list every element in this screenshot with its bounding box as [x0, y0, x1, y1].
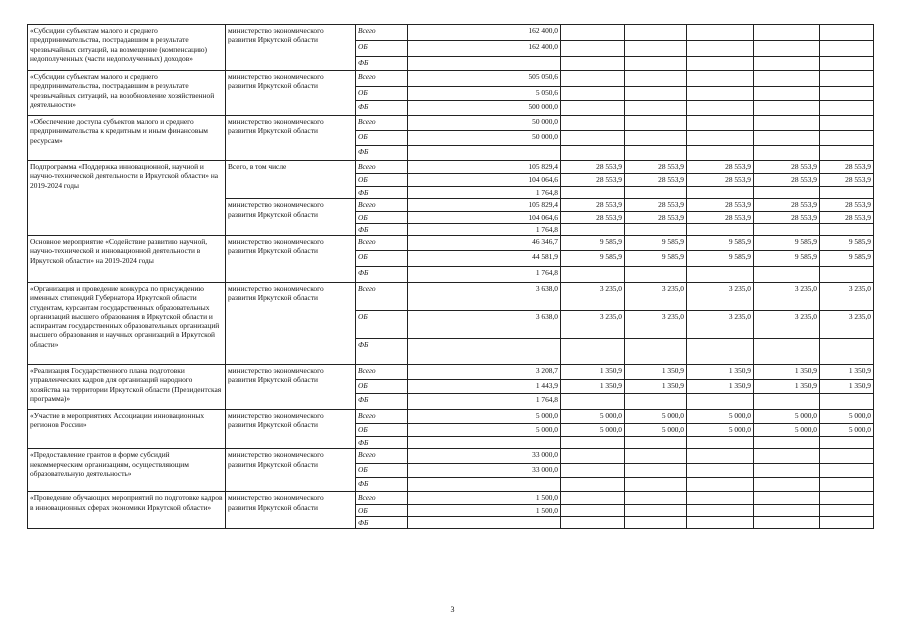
amount-cell: 9 585,9	[561, 236, 625, 251]
amount-cell	[687, 516, 754, 528]
amount-cell	[820, 478, 874, 492]
executor-cell: министерство экономического развития Иркутской области	[226, 236, 356, 283]
amount-cell	[820, 87, 874, 101]
amount-cell: 1 350,9	[625, 380, 687, 394]
amount-cell: 28 553,9	[754, 174, 820, 187]
amount-cell	[625, 516, 687, 528]
amount-cell: 104 064,6	[408, 174, 561, 187]
amount-cell: 1 350,9	[820, 380, 874, 394]
funding-source-cell: Всего	[356, 116, 408, 131]
amount-cell: 28 553,9	[820, 161, 874, 174]
amount-cell	[561, 57, 625, 71]
amount-cell: 1 350,9	[754, 365, 820, 380]
amount-cell: 5 050,6	[408, 87, 561, 101]
amount-cell: 3 235,0	[625, 311, 687, 339]
amount-cell	[625, 187, 687, 199]
amount-cell	[754, 101, 820, 116]
amount-cell: 1 500,0	[408, 492, 561, 504]
amount-cell	[625, 87, 687, 101]
amount-cell	[820, 131, 874, 146]
amount-cell	[820, 41, 874, 57]
amount-cell	[687, 101, 754, 116]
amount-cell: 28 553,9	[820, 174, 874, 187]
amount-cell	[820, 101, 874, 116]
amount-cell	[625, 437, 687, 449]
amount-cell: 9 585,9	[820, 251, 874, 267]
amount-cell: 1 350,9	[561, 380, 625, 394]
executor-cell: министерство экономического развития Иркутской области	[226, 365, 356, 410]
amount-cell: 28 553,9	[625, 174, 687, 187]
amount-cell	[754, 394, 820, 410]
amount-cell	[561, 504, 625, 516]
amount-cell: 28 553,9	[625, 161, 687, 174]
amount-cell	[561, 116, 625, 131]
amount-cell	[687, 25, 754, 41]
amount-cell: 28 553,9	[820, 199, 874, 211]
amount-cell	[820, 449, 874, 464]
amount-cell: 3 235,0	[820, 283, 874, 311]
amount-cell: 28 553,9	[687, 174, 754, 187]
amount-cell	[687, 41, 754, 57]
amount-cell	[408, 437, 561, 449]
amount-cell	[408, 516, 561, 528]
amount-cell	[561, 41, 625, 57]
amount-cell: 1 764,8	[408, 267, 561, 283]
funding-source-cell: ФБ	[356, 478, 408, 492]
funding-source-cell: ФБ	[356, 437, 408, 449]
table-row	[28, 71, 874, 87]
amount-cell: 1 764,8	[408, 394, 561, 410]
funding-source-cell: ФБ	[356, 146, 408, 161]
amount-cell: 5 000,0	[687, 424, 754, 437]
amount-cell	[754, 41, 820, 57]
amount-cell: 9 585,9	[687, 251, 754, 267]
amount-cell	[408, 339, 561, 365]
amount-cell: 9 585,9	[820, 236, 874, 251]
budget-table-body	[28, 25, 874, 529]
funding-source-cell: ОБ	[356, 174, 408, 187]
amount-cell: 105 829,4	[408, 161, 561, 174]
amount-cell	[820, 492, 874, 504]
amount-cell: 1 350,9	[687, 380, 754, 394]
funding-source-cell: ФБ	[356, 187, 408, 199]
amount-cell	[625, 131, 687, 146]
funding-source-cell: ФБ	[356, 267, 408, 283]
amount-cell	[754, 464, 820, 478]
funding-source-cell: ФБ	[356, 57, 408, 71]
amount-cell	[561, 464, 625, 478]
table-row	[28, 365, 874, 380]
amount-cell: 3 235,0	[625, 283, 687, 311]
amount-cell	[561, 87, 625, 101]
amount-cell	[754, 449, 820, 464]
amount-cell	[820, 437, 874, 449]
amount-cell: 3 235,0	[754, 311, 820, 339]
executor-cell: министерство экономического развития Иркутской области	[226, 449, 356, 492]
amount-cell: 1 350,9	[561, 365, 625, 380]
amount-cell	[687, 267, 754, 283]
funding-source-cell: Всего	[356, 161, 408, 174]
funding-source-cell: ОБ	[356, 211, 408, 223]
amount-cell	[625, 101, 687, 116]
amount-cell	[561, 339, 625, 365]
table-row	[28, 116, 874, 131]
funding-source-cell: ОБ	[356, 464, 408, 478]
amount-cell: 162 400,0	[408, 41, 561, 57]
funding-source-cell: Всего	[356, 71, 408, 87]
executor-cell: министерство экономического развития Иркутской области	[226, 25, 356, 71]
amount-cell	[687, 492, 754, 504]
executor-cell: министерство экономического развития Иркутской области	[226, 410, 356, 449]
amount-cell	[625, 71, 687, 87]
amount-cell: 9 585,9	[754, 251, 820, 267]
amount-cell	[820, 267, 874, 283]
amount-cell	[687, 478, 754, 492]
amount-cell: 5 000,0	[820, 410, 874, 424]
amount-cell: 28 553,9	[754, 199, 820, 211]
amount-cell	[754, 339, 820, 365]
amount-cell: 5 000,0	[625, 424, 687, 437]
amount-cell: 9 585,9	[625, 236, 687, 251]
amount-cell	[625, 394, 687, 410]
measure-name-cell: Подпрограмма «Поддержка инновационной, научной и научно-технической деятельности в Иркутской области» на 2019-2024 годы	[28, 161, 226, 236]
amount-cell	[754, 146, 820, 161]
amount-cell	[561, 146, 625, 161]
amount-cell: 505 050,6	[408, 71, 561, 87]
amount-cell	[820, 146, 874, 161]
budget-table	[27, 24, 874, 529]
amount-cell: 3 235,0	[754, 283, 820, 311]
amount-cell: 28 553,9	[687, 199, 754, 211]
amount-cell: 1 764,8	[408, 187, 561, 199]
amount-cell: 1 500,0	[408, 504, 561, 516]
amount-cell	[408, 478, 561, 492]
funding-source-cell: Всего	[356, 492, 408, 504]
amount-cell: 5 000,0	[625, 410, 687, 424]
amount-cell	[625, 464, 687, 478]
amount-cell: 5 000,0	[754, 424, 820, 437]
amount-cell	[754, 187, 820, 199]
amount-cell: 28 553,9	[561, 211, 625, 223]
funding-source-cell: ФБ	[356, 516, 408, 528]
executor-cell: министерство экономического развития Иркутской области	[226, 283, 356, 365]
amount-cell	[561, 223, 625, 235]
amount-cell	[687, 71, 754, 87]
amount-cell	[408, 57, 561, 71]
amount-cell: 28 553,9	[561, 161, 625, 174]
amount-cell: 28 553,9	[625, 211, 687, 223]
funding-source-cell: Всего	[356, 25, 408, 41]
executor-cell: Всего, в том числе	[226, 161, 356, 199]
amount-cell: 1 443,9	[408, 380, 561, 394]
amount-cell: 28 553,9	[561, 199, 625, 211]
measure-name-cell: «Реализация Государственного плана подготовки управленческих кадров для организаций народного хозяйства на территории Иркутской области (Президентская программа)»	[28, 365, 226, 410]
amount-cell	[820, 464, 874, 478]
amount-cell: 5 000,0	[561, 424, 625, 437]
amount-cell	[820, 71, 874, 87]
amount-cell: 28 553,9	[687, 161, 754, 174]
amount-cell	[561, 187, 625, 199]
amount-cell: 5 000,0	[408, 424, 561, 437]
amount-cell	[820, 25, 874, 41]
measure-name-cell: «Организация и проведение конкурса по присуждению именных стипендий Губернатора Иркутской области студентам, курсантам государственных образовательных организаций высшего образования в Иркутской области и аспирантам государственных образовательных организаций высшего образования и научных организаций в Иркутской области»	[28, 283, 226, 365]
amount-cell	[820, 516, 874, 528]
amount-cell	[687, 223, 754, 235]
amount-cell: 28 553,9	[687, 211, 754, 223]
amount-cell	[687, 146, 754, 161]
amount-cell	[561, 267, 625, 283]
amount-cell: 3 235,0	[561, 311, 625, 339]
amount-cell: 5 000,0	[408, 410, 561, 424]
table-row	[28, 449, 874, 464]
table-row	[28, 283, 874, 311]
amount-cell: 162 400,0	[408, 25, 561, 41]
amount-cell: 5 000,0	[820, 424, 874, 437]
amount-cell	[820, 116, 874, 131]
measure-name-cell: «Предоставление грантов в форме субсидий некоммерческим организациям, осуществляющим образовательную деятельность»	[28, 449, 226, 492]
measure-name-cell: Основное мероприятие «Содействие развитию научной, научно-технической и инновационной деятельности в Иркутской области» на 2019-2024 годы	[28, 236, 226, 283]
amount-cell	[687, 449, 754, 464]
amount-cell	[687, 504, 754, 516]
amount-cell: 9 585,9	[625, 251, 687, 267]
amount-cell	[754, 504, 820, 516]
amount-cell: 5 000,0	[687, 410, 754, 424]
amount-cell	[625, 267, 687, 283]
amount-cell	[625, 223, 687, 235]
amount-cell	[561, 516, 625, 528]
funding-source-cell: ФБ	[356, 394, 408, 410]
table-row	[28, 236, 874, 251]
funding-source-cell: ОБ	[356, 424, 408, 437]
funding-source-cell: ОБ	[356, 87, 408, 101]
amount-cell	[754, 57, 820, 71]
executor-cell: министерство экономического развития Иркутской области	[226, 199, 356, 236]
amount-cell	[754, 131, 820, 146]
amount-cell: 46 346,7	[408, 236, 561, 251]
amount-cell	[754, 71, 820, 87]
amount-cell	[625, 146, 687, 161]
amount-cell: 28 553,9	[754, 211, 820, 223]
amount-cell: 3 235,0	[687, 311, 754, 339]
funding-source-cell: Всего	[356, 365, 408, 380]
amount-cell	[561, 449, 625, 464]
amount-cell: 1 350,9	[687, 365, 754, 380]
amount-cell	[625, 339, 687, 365]
amount-cell: 28 553,9	[754, 161, 820, 174]
page-number: 3	[450, 605, 455, 614]
amount-cell: 5 000,0	[561, 410, 625, 424]
amount-cell: 50 000,0	[408, 116, 561, 131]
funding-source-cell: ОБ	[356, 380, 408, 394]
amount-cell	[687, 116, 754, 131]
amount-cell	[754, 25, 820, 41]
amount-cell	[754, 267, 820, 283]
amount-cell: 50 000,0	[408, 131, 561, 146]
funding-source-cell: ОБ	[356, 41, 408, 57]
executor-cell: министерство экономического развития Иркутской области	[226, 116, 356, 161]
amount-cell: 1 350,9	[820, 365, 874, 380]
amount-cell	[561, 437, 625, 449]
amount-cell: 3 208,7	[408, 365, 561, 380]
amount-cell: 33 000,0	[408, 464, 561, 478]
amount-cell: 3 638,0	[408, 283, 561, 311]
amount-cell: 1 350,9	[754, 380, 820, 394]
amount-cell	[561, 131, 625, 146]
amount-cell	[561, 25, 625, 41]
funding-source-cell: Всего	[356, 449, 408, 464]
amount-cell	[754, 492, 820, 504]
amount-cell	[820, 223, 874, 235]
amount-cell	[561, 394, 625, 410]
funding-source-cell: Всего	[356, 236, 408, 251]
amount-cell	[687, 394, 754, 410]
amount-cell: 105 829,4	[408, 199, 561, 211]
amount-cell	[687, 437, 754, 449]
amount-cell	[561, 478, 625, 492]
amount-cell: 33 000,0	[408, 449, 561, 464]
amount-cell: 3 638,0	[408, 311, 561, 339]
funding-source-cell: Всего	[356, 283, 408, 311]
funding-source-cell: Всего	[356, 410, 408, 424]
amount-cell	[820, 57, 874, 71]
funding-source-cell: ОБ	[356, 131, 408, 146]
amount-cell: 9 585,9	[561, 251, 625, 267]
amount-cell	[820, 339, 874, 365]
amount-cell	[687, 57, 754, 71]
amount-cell	[754, 478, 820, 492]
amount-cell	[754, 223, 820, 235]
funding-source-cell: ОБ	[356, 504, 408, 516]
funding-source-cell: ФБ	[356, 223, 408, 235]
amount-cell	[687, 187, 754, 199]
amount-cell: 1 350,9	[625, 365, 687, 380]
measure-name-cell: «Участие в мероприятиях Ассоциации инновационных регионов России»	[28, 410, 226, 449]
amount-cell	[687, 464, 754, 478]
amount-cell: 9 585,9	[754, 236, 820, 251]
amount-cell	[754, 116, 820, 131]
amount-cell	[408, 146, 561, 161]
measure-name-cell: «Субсидии субъектам малого и среднего предпринимательства, пострадавшим в результате чрезвычайных ситуаций, на возмещение (компенсацию) недополученных (части недополученных) доходов»	[28, 25, 226, 71]
amount-cell: 3 235,0	[687, 283, 754, 311]
table-row	[28, 492, 874, 504]
amount-cell	[820, 187, 874, 199]
funding-source-cell: Всего	[356, 199, 408, 211]
table-row	[28, 25, 874, 41]
amount-cell: 44 581,9	[408, 251, 561, 267]
amount-cell: 28 553,9	[561, 174, 625, 187]
amount-cell	[561, 492, 625, 504]
amount-cell	[625, 25, 687, 41]
amount-cell	[625, 504, 687, 516]
executor-cell: министерство экономического развития Иркутской области	[226, 492, 356, 529]
amount-cell: 9 585,9	[687, 236, 754, 251]
amount-cell	[754, 437, 820, 449]
funding-source-cell: ФБ	[356, 101, 408, 116]
executor-cell: министерство экономического развития Иркутской области	[226, 71, 356, 116]
amount-cell: 28 553,9	[820, 211, 874, 223]
funding-source-cell: ФБ	[356, 339, 408, 365]
amount-cell	[687, 131, 754, 146]
amount-cell: 104 064,6	[408, 211, 561, 223]
table-row	[28, 410, 874, 424]
amount-cell: 3 235,0	[820, 311, 874, 339]
amount-cell: 3 235,0	[561, 283, 625, 311]
amount-cell	[820, 504, 874, 516]
amount-cell	[754, 87, 820, 101]
amount-cell	[625, 116, 687, 131]
funding-source-cell: ОБ	[356, 251, 408, 267]
amount-cell	[820, 394, 874, 410]
amount-cell	[625, 449, 687, 464]
amount-cell	[625, 41, 687, 57]
measure-name-cell: «Проведение обучающих мероприятий по подготовке кадров в инновационных сферах экономики Иркутской области»	[28, 492, 226, 529]
amount-cell	[754, 516, 820, 528]
table-row	[28, 161, 874, 174]
amount-cell	[687, 87, 754, 101]
amount-cell	[625, 478, 687, 492]
measure-name-cell: «Субсидии субъектам малого и среднего предпринимательства, пострадавшим в результате чрезвычайных ситуаций, на возобновление хозяйственной деятельности»	[28, 71, 226, 116]
amount-cell	[625, 57, 687, 71]
amount-cell: 28 553,9	[625, 199, 687, 211]
funding-source-cell: ОБ	[356, 311, 408, 339]
amount-cell: 500 000,0	[408, 101, 561, 116]
amount-cell: 1 764,8	[408, 223, 561, 235]
measure-name-cell: «Обеспечение доступа субъектов малого и среднего предпринимательства к кредитным и иным финансовым ресурсам»	[28, 116, 226, 161]
amount-cell	[561, 101, 625, 116]
amount-cell: 5 000,0	[754, 410, 820, 424]
amount-cell	[561, 71, 625, 87]
amount-cell	[687, 339, 754, 365]
amount-cell	[625, 492, 687, 504]
